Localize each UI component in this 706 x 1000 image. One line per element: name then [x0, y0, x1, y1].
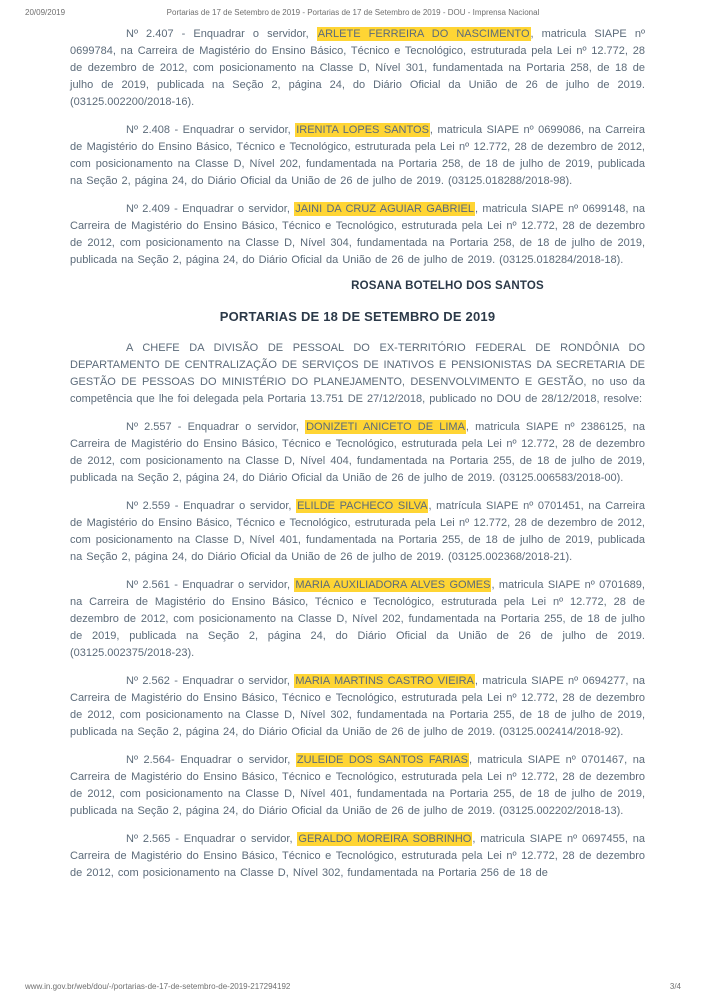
highlighted-name: DONIZETI ANICETO DE LIMA [306, 421, 465, 433]
paragraph-text: , matricula SIAPE nº 0699086, na Carreira de Magistério do Ensino Básico, Técnico e Tecnológico, estruturada pela Lei nº 12.772, 28 de dezembro de 2012, com posicionamento na Classe D, Nível 202, fundamentada na Portaria 258, de 18 de julho de 2019, publicada na Seção 2, página 24, do Diário Oficial da União de 26 de julho de 2019. (03125.018288/2018-98). [70, 124, 645, 187]
print-footer [25, 982, 681, 991]
highlighted-name: ARLETE FERREIRA DO NASCIMENTO [317, 28, 530, 40]
highlighted-name: ELILDE PACHECO SILVA [297, 500, 428, 512]
paragraph-text: Nº 2.561 - Enquadrar o servidor, [126, 579, 295, 591]
portaria-paragraph [70, 419, 645, 487]
paragraph-text: , matricula SIAPE nº 0699148, na Carreira de Magistério do Ensino Básico, Técnico e Tecnológico, estruturada pela Lei nº 12.772, 28 de dezembro de 2012, com posicionamento na Classe D, Nível 304, fundamentada na Portaria 258, de 18 de julho de 2019, publicada na Seção 2, página 24, do Diário Oficial da União de 26 de julho de 2019. (03125.018284/2018-18). [70, 203, 645, 266]
paragraph-text: , matricula SIAPE nº 0701467, na Carreira de Magistério do Ensino Básico, Técnico e Tecnológico, estruturada pela Lei nº 12.772, 28 de dezembro de 2012, com posicionamento na Classe D, Nível 401, fundamentada na Portaria 255, de 18 de julho de 2019, publicada na Seção 2, página 24, do Diário Oficial da União de 26 de julho de 2019. (03125.002202/2018-13). [70, 754, 645, 817]
page-number: 3/4 [669, 982, 681, 991]
portaria-paragraph [70, 26, 645, 111]
paragraph-text: Nº 2.408 - Enquadrar o servidor, [126, 124, 296, 136]
paragraph-text: Nº 2.557 - Enquadrar o servidor, [126, 421, 306, 433]
highlighted-name: MARIA AUXILIADORA ALVES GOMES [295, 579, 491, 591]
section-title: PORTARIAS DE 18 DE SETEMBRO DE 2019 [219, 309, 496, 324]
portaria-paragraph [70, 340, 645, 408]
portaria-paragraph [70, 577, 645, 662]
paragraph-text: A CHEFE DA DIVISÃO DE PESSOAL DO EX-TERRITÓRIO FEDERAL DE RONDÔNIA DO DEPARTAMENTO DE CENTRALIZAÇÃO DE SERVIÇOS DE INATIVOS E PENSIONISTAS DA SECRETARIA DE GESTÃO DE PESSOAS DO MINISTÉRIO DO PLANEJAMENTO, DESENVOLVIMENTO E GESTÃO, no uso da competência que lhe foi delegada pela Portaria 13.751 DE 27/12/2018, publicado no DOU de 28/12/2018, resolve: [70, 342, 645, 405]
paragraph-text: Nº 2.564- Enquadrar o servidor, [126, 754, 296, 766]
highlighted-name: IRENITA LOPES SANTOS [296, 124, 429, 136]
paragraph-text: , matrícula SIAPE nº 0701451, na Carreira de Magistério do Ensino Básico, Técnico e Tecnológico, estruturada pela Lei nº 12.772, 28 de dezembro de 2012, com posicionamento na Classe D, Nível 401, fundamentada na Portaria 255, de 18 de julho de 2019, publicada na Seção 2, página 24, do Diário Oficial da União de 26 de julho de 2019. (03125.002368/2018-21). [70, 500, 645, 563]
highlighted-name: GERALDO MOREIRA SOBRINHO [298, 833, 472, 845]
portaria-paragraph [70, 752, 645, 820]
paragraph-text: , matricula SIAPE nº 0701689, na Carreira de Magistério do Ensino Básico, Técnico e Tecnológico, estruturada pela Lei nº 12.772, 28 de dezembro de 2012, com posicionamento na Classe D, Nível 202, fundamentada na Portaria 255, de 18 de julho de 2019, publicada na Seção 2, página 24, do Diário Oficial da União de 26 de julho de 2019. (03125.002375/2018-23). [70, 579, 645, 659]
print-url: www.in.gov.br/web/dou/-/portarias-de-17-de-setembro-de-2019-217294192 [25, 982, 291, 991]
signature-name: ROSANA BOTELHO DOS SANTOS [351, 280, 544, 292]
paragraph-text: , matricula SIAPE nº 0697455, na Carreira de Magistério do Ensino Básico, Técnico e Tecnológico, estruturada pela Lei nº 12.772, 28 de dezembro de 2012, com posicionamento na Classe D, Nível 302, fundamentada na Portaria 256 de 18 de [70, 833, 645, 879]
portaria-paragraph [70, 831, 645, 882]
highlighted-name: MARIA MARTINS CASTRO VIEIRA [295, 675, 474, 687]
portaria-paragraph [70, 122, 645, 190]
paragraph-text: Nº 2.559 - Enquadrar o servidor, [126, 500, 297, 512]
paragraph-text: , matricula SIAPE nº 0694277, na Carreira de Magistério do Ensino Básico, Técnico e Tecnológico, estruturada pela Lei nº 12.772, 28 de dezembro de 2012, com posicionamento na Classe D, Nível 302, fundamentada na Portaria 255, de 18 de julho de 2019, publicada na Seção 2, página 24, do Diário Oficial da União de 26 de julho de 2019. (03125.002414/2018-92). [70, 675, 645, 738]
paragraph-text: Nº 2.562 - Enquadrar o servidor, [126, 675, 295, 687]
paragraph-text: , matricula SIAPE nº 2386125, na Carreira de Magistério do Ensino Básico, Técnico e Tecnológico, estruturada pela Lei nº 12.772, 28 de dezembro de 2012, com posicionamento na Classe D, Nível 404, fundamentada na Portaria 255, de 18 de julho de 2019, publicada na Seção 2, página 24, do Diário Oficial da União de 26 de julho de 2019. (03125.006583/2018-00). [70, 421, 645, 484]
portaria-paragraph [70, 673, 645, 741]
paragraph-text: Nº 2.409 - Enquadrar o servidor, [126, 203, 295, 215]
portaria-paragraph [70, 498, 645, 566]
portaria-paragraph [70, 201, 645, 269]
paragraph-text: Nº 2.407 - Enquadrar o servidor, [126, 28, 317, 40]
paragraph-text: Nº 2.565 - Enquadrar o servidor, [126, 833, 298, 845]
paragraph-text: , matricula SIAPE nº 0699784, na Carreira de Magistério do Ensino Básico, Técnico e Tecnológico, estruturada pela Lei nº 12.772, 28 de dezembro de 2012, com posicionamento na Classe D, Nível 301, fundamentada na Portaria 258, de 18 de julho de 2019, publicada na Seção 2, página 24, do Diário Oficial da União de 26 de julho de 2019. (03125.002200/2018-16). [70, 28, 645, 108]
document-body [70, 26, 645, 893]
highlighted-name: JAINI DA CRUZ AGUIAR GABRIEL [295, 203, 474, 215]
print-date: 20/09/2019 [25, 8, 66, 17]
print-header [25, 8, 681, 17]
highlighted-name: ZULEIDE DOS SANTOS FARIAS [296, 754, 468, 766]
print-title: Portarias de 17 de Setembro de 2019 - Portarias de 17 de Setembro de 2019 - DOU - Imprensa Nacional [166, 8, 540, 17]
